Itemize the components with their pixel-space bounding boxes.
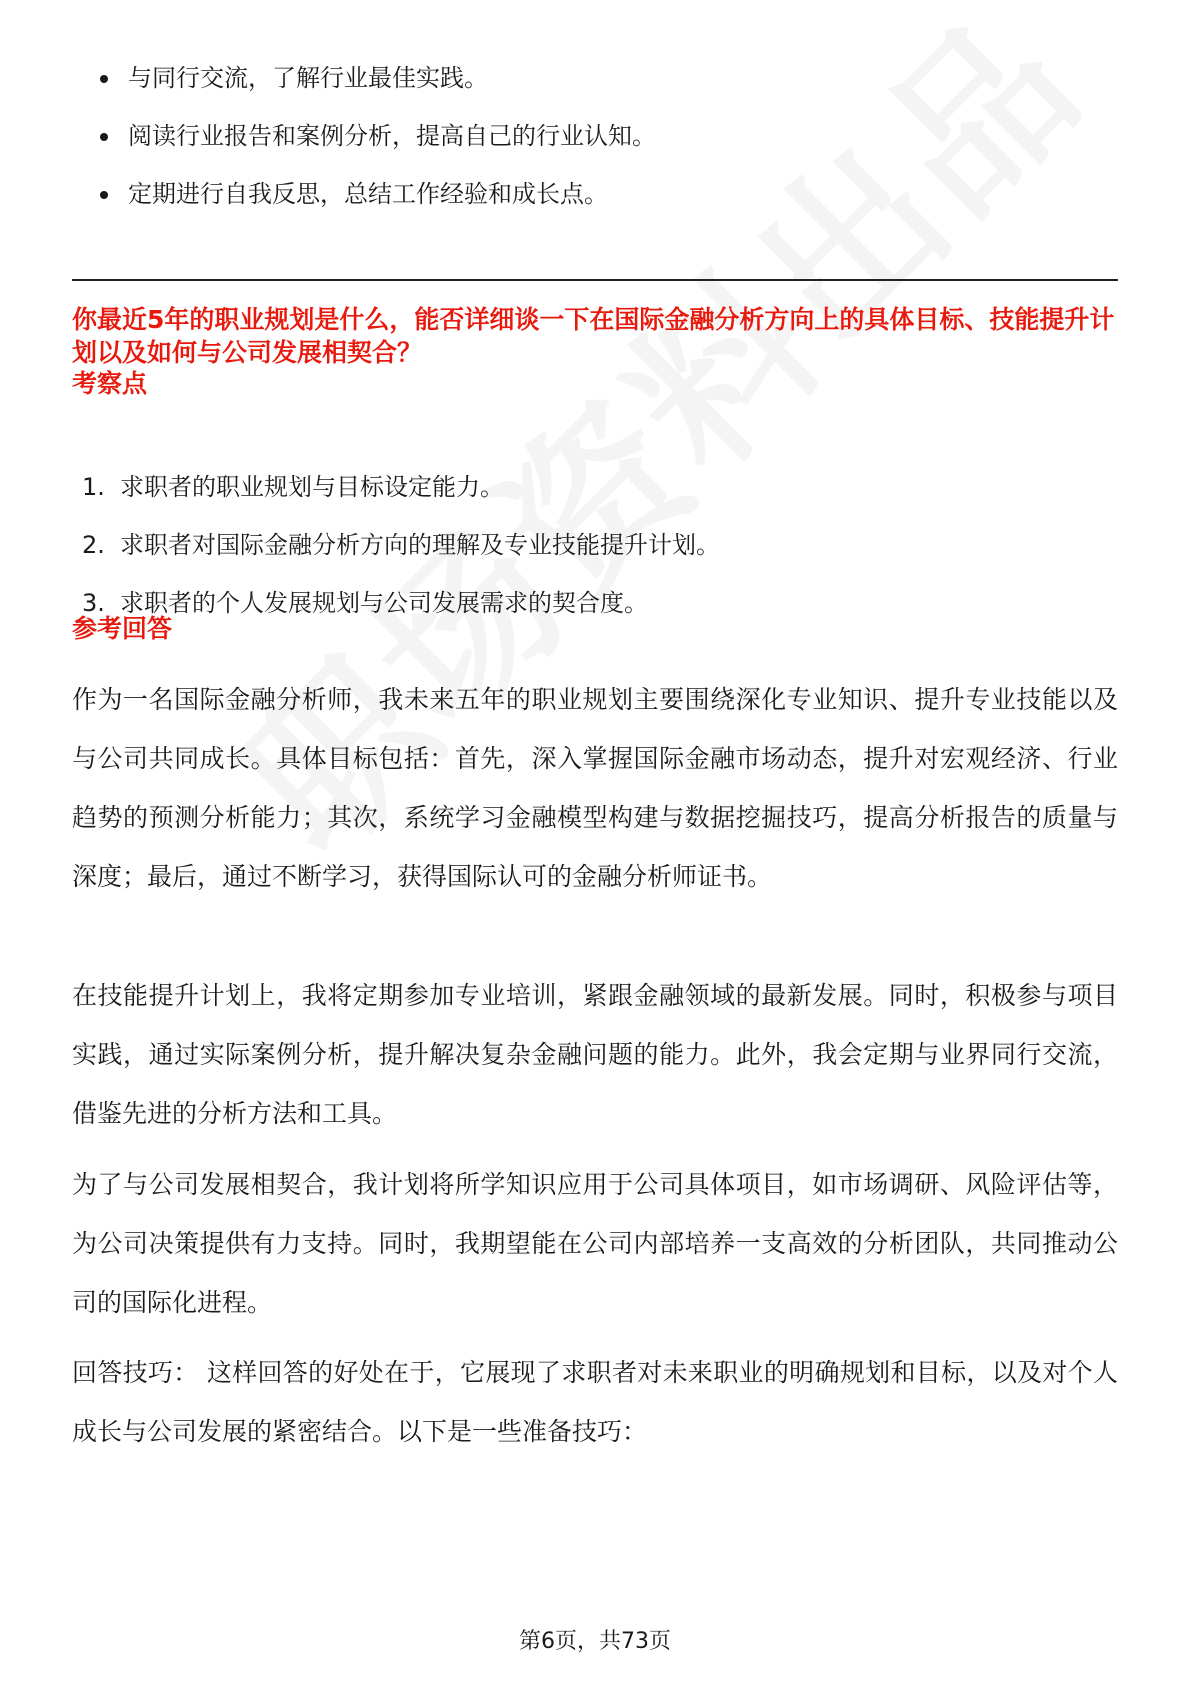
bullet-item: 与同行交流，了解行业最佳实践。	[98, 62, 656, 120]
top-bullet-list	[98, 62, 656, 236]
answer-tips-paragraph: 回答技巧： 这样回答的好处在于，它展现了求职者对未来职业的明确规划和目标，以及对个人成长与公司发展的紧密结合。以下是一些准备技巧：	[72, 1358, 1118, 1446]
item-number: 2.	[82, 531, 105, 559]
item-number: 3.	[82, 589, 105, 617]
answer-paragraph: 为了与公司发展相契合，我计划将所学知识应用于公司具体项目，如市场调研、风险评估等，为公司决策提供有力支持。同时，我期望能在公司内部培养一支高效的分析团队，共同推动公司的国际化进程。	[72, 1170, 1118, 1317]
section-divider	[72, 279, 1118, 281]
assessment-heading: 考察点	[72, 369, 148, 398]
assessment-item	[82, 471, 720, 529]
question-heading: 你最近5年的职业规划是什么，能否详细谈一下在国际金融分析方向上的具体目标、技能提升计划以及如何与公司发展相契合？	[72, 305, 1115, 367]
item-text: 求职者的职业规划与目标设定能力。	[120, 473, 504, 501]
bullet-item: 定期进行自我反思，总结工作经验和成长点。	[98, 178, 656, 236]
assessment-item	[82, 529, 720, 587]
reference-heading: 参考回答	[72, 614, 173, 643]
answer-paragraph: 作为一名国际金融分析师，我未来五年的职业规划主要围绕深化专业知识、提升专业技能以及与公司共同成长。具体目标包括：首先，深入掌握国际金融市场动态，提升对宏观经济、行业趋势的预测分析能力；其次，系统学习金融模型构建与数据挖掘技巧，提高分析报告的质量与深度；最后，通过不断学习，获得国际认可的金融分析师证书。	[72, 685, 1118, 891]
item-text: 求职者的个人发展规划与公司发展需求的契合度。	[120, 589, 648, 617]
assessment-list	[82, 471, 720, 645]
bullet-item: 阅读行业报告和案例分析，提高自己的行业认知。	[98, 120, 656, 178]
item-number: 1.	[82, 473, 105, 501]
page-footer: 第6页，共73页	[519, 1629, 671, 1654]
assessment-item	[82, 587, 720, 645]
answer-paragraph: 在技能提升计划上，我将定期参加专业培训，紧跟金融领域的最新发展。同时，积极参与项目实践，通过实际案例分析，提升解决复杂金融问题的能力。此外，我会定期与业界同行交流，借鉴先进的分析方法和工具。	[72, 981, 1118, 1128]
item-text: 求职者对国际金融分析方向的理解及专业技能提升计划。	[120, 531, 720, 559]
